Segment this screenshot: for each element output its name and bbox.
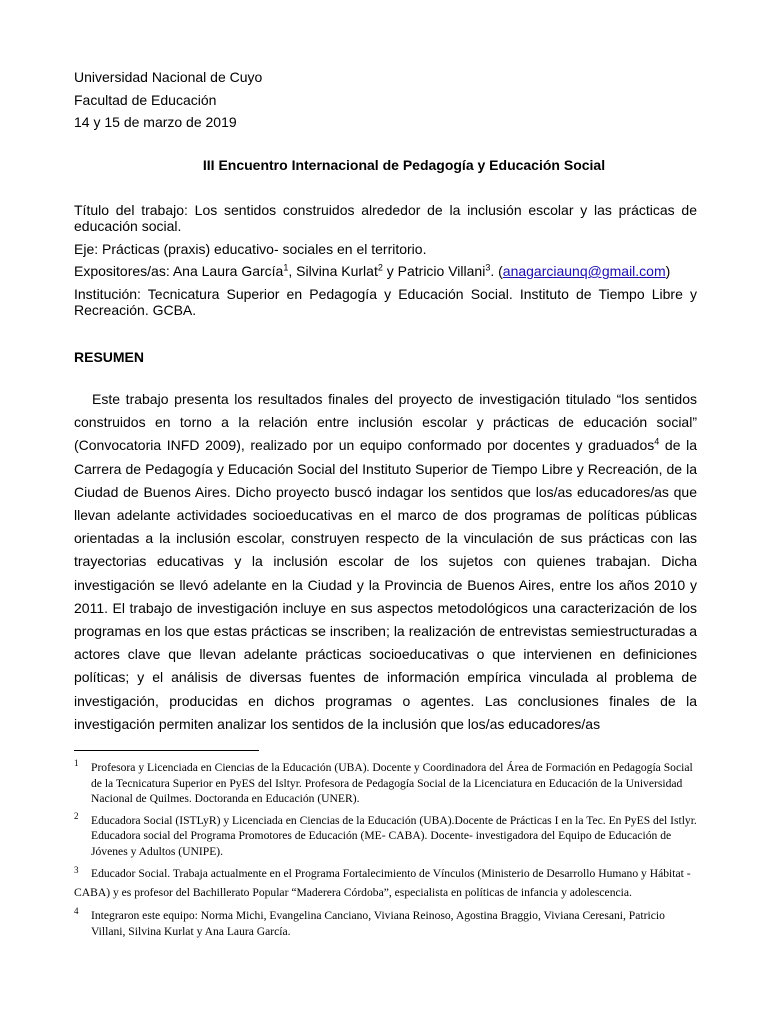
- footnote-number: 1: [74, 758, 79, 768]
- email-link[interactable]: anagarciaunq@gmail.com: [502, 263, 666, 279]
- footnote-text: Educador Social. Trabaja actualmente en el Programa Fortalecimiento de Vínculos (Ministerio de Desarrollo Humano y Hábitat - CABA) y es profesor del Bachillerato Popular “Maderera Córdoba”, especialista en políticas de infancia y adolescencia.: [74, 867, 691, 899]
- author-separator: y Patricio Villani: [382, 263, 486, 279]
- footnote-ref-1[interactable]: 1: [283, 262, 289, 273]
- paper-metadata: [74, 202, 697, 324]
- footnote-3: [74, 865, 697, 902]
- abstract-text-part2: de la Carrera de Pedagogía y Educación Social del Instituto Superior de Tiempo Libre y Recreación, de la Ciudad de Buenos Aires. Dicho proyecto buscó indagar los sentidos que los/as educadores/as que llevan adelante actividades socioeducativas en el marco de dos programas de políticas públicas orientadas a la inclusión escolar, construyen respecto de la vinculación de sus prácticas con las trayectorias educativas y la inclusión escolar de los sujetos con quienes trabajan. Dicha investigación se llevó adelante en la Ciudad y la Provincia de Buenos Aires, entre los años 2010 y 2011. El trabajo de investigación incluye en sus aspectos metodológicos una caracterización de los programas en los que estas prácticas se inscriben; la realización de entrevistas semiestructuradas a actores clave que llevan adelante prácticas socioeducativas o que intervienen en definiciones políticas; y el análisis de diversas fuentes de información empírica vinculada al problema de investigación, producidas en dichos programas o agentes. Las conclusiones finales de la investigación permiten analizar los sentidos de la inclusión que los/as educadores/as: [74, 437, 698, 732]
- footnote-number: 4: [74, 906, 79, 916]
- footnote-number: 3: [74, 865, 79, 875]
- axis-line: Eje: Prácticas (praxis) educativo- sociales en el territorio.: [74, 240, 427, 257]
- footnote-text: Educadora Social (ISTLyR) y Licenciada en Ciencias de la Educación (UBA).Docente de Prácticas I en la Tec. En PyES del Istlyr. Educadora social del Programa Promotores de Educación (ME- CABA). Docente- investigadora del Equipo de Educación de Jóvenes y Adultos (UNIPE).: [91, 813, 697, 858]
- footnote-4: [74, 908, 697, 939]
- university-name: Universidad Nacional de Cuyo: [74, 69, 263, 85]
- footnote-ref-3[interactable]: 3: [485, 262, 491, 273]
- footnote-text: Integraron este equipo: Norma Michi, Evangelina Canciano, Viviana Reinoso, Agostina Braggio, Viviana Ceresani, Patricio Villani, Silvina Kurlat y Ana Laura García.: [91, 909, 665, 938]
- footnote-separator: [74, 750, 259, 751]
- footnote-1: [74, 760, 697, 807]
- presenters-line: [74, 263, 697, 279]
- email-open: . (: [490, 263, 503, 279]
- abstract-paragraph: [74, 388, 697, 736]
- section-heading: RESUMEN: [74, 349, 145, 365]
- footnote-ref-2[interactable]: 2: [377, 262, 383, 273]
- footnotes: [74, 760, 697, 945]
- event-title: III Encuentro Internacional de Pedagogía y Educación Social: [202, 157, 606, 173]
- footnote-2: [74, 810, 697, 860]
- footnote-ref-4[interactable]: 4: [654, 436, 660, 447]
- footnote-text: Profesora y Licenciada en Ciencias de la Educación (UBA). Docente y Coordinadora del Área de Formación en Pedagogía Social de la Tecnicatura Superior en PyES del Isltyr. Profesora de Pedagogía Social de la Licenciatura en Educación de la Universidad Nacional de Quilmes. Doctoranda en Educación (UNER).: [91, 761, 693, 805]
- footnote-number: 2: [74, 810, 79, 821]
- email-close: ): [665, 263, 671, 279]
- paper-title-line: Título del trabajo: Los sentidos construidos alrededor de la inclusión escolar y las prácticas de educación social.: [74, 202, 697, 234]
- presenters-prefix: Expositores/as: Ana Laura García: [74, 263, 284, 279]
- author-separator: , Silvina Kurlat: [288, 263, 378, 279]
- abstract-text-part1: Este trabajo presenta los resultados finales del proyecto de investigación titulado “los sentidos construidos en torno a la relación entre inclusión escolar y prácticas de educación social” (Convocatoria INFD 2009), realizado por un equipo conformado por docentes y graduados: [74, 391, 697, 454]
- faculty-name: Facultad de Educación: [74, 91, 217, 108]
- document-header: [74, 66, 262, 134]
- event-date: 14 y 15 de marzo de 2019: [74, 114, 237, 130]
- institution-line: Institución: Tecnicatura Superior en Pedagogía y Educación Social. Instituto de Tiempo Libre y Recreación. GCBA.: [74, 285, 697, 318]
